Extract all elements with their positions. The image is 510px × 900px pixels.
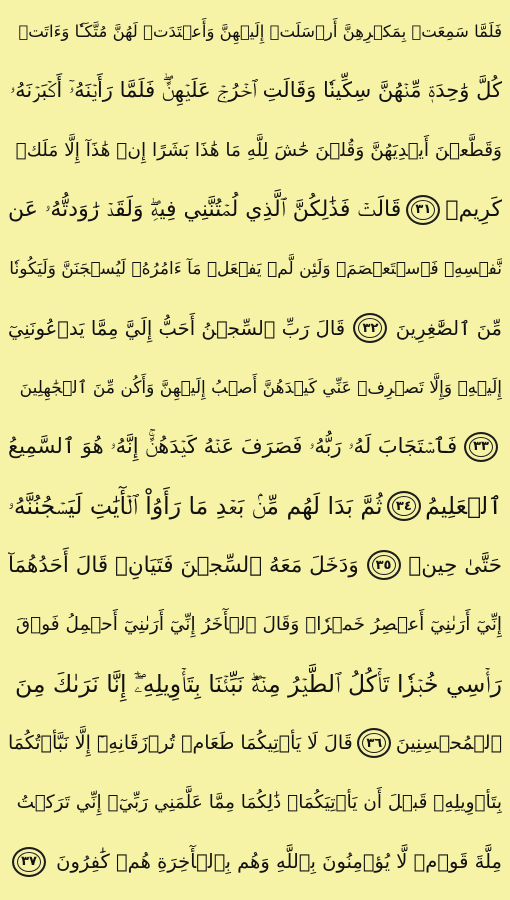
verse-text: نَّفۡسِهِۦ فَٱسۡتَعۡصَمَۖ وَلَئِن لَّمۡ يَفۡعَلۡ مَآ ءَامُرُهُۥ لَيُسۡجَنَنَّ وَلَيَكُونٗا bbox=[9, 258, 502, 279]
verse-text: وَدَخَلَ مَعَهُ ٱلسِّجۡنَ فَتَيَانِۖ قَالَ أَحَدُهُمَآ bbox=[8, 552, 359, 578]
verse-text: كُلَّ وَٰحِدَةٖ مِّنۡهُنَّ سِكِّينٗا وَقَالَتِ ٱخۡرُجۡ عَلَيۡهِنَّۖ فَلَمَّا رَأَيۡنَهُۥٓ أَكۡبَرۡنَهُۥ bbox=[9, 78, 502, 103]
verse-text: وَقَطَّعۡنَ أَيۡدِيَهُنَّ وَقُلۡنَ حَٰشَ لِلَّهِ مَا هَٰذَا بَشَرًا إِنۡ هَٰذَآ إِلَّا مَلَكٞ bbox=[15, 139, 502, 161]
verse-text: إِنِّيٓ أَرَىٰنِيٓ أَعۡصِرُ خَمۡرٗاۖ وَقَالَ ٱلۡأٓخَرُ إِنِّيٓ أَرَىٰنِيٓ أَحۡمِلُ فَوۡقَ bbox=[15, 614, 502, 636]
ayah-number-marker: ٣٤ bbox=[387, 491, 421, 521]
verse-text: ٱلۡعَلِيمُ bbox=[425, 492, 502, 521]
verse-line bbox=[8, 417, 502, 476]
verse-line bbox=[8, 595, 502, 654]
verse-text: إِلَيۡهِۖ وَإِلَّا تَصۡرِفۡ عَنِّي كَيۡدَهُنَّ أَصۡبُ إِلَيۡهِنَّ وَأَكُن مِّنَ ٱلۡجَٰهِلِينَ bbox=[19, 377, 502, 398]
verse-text: بِتَأۡوِيلِهِۦ قَبۡلَ أَن يَأۡتِيَكُمَاۚ ذَٰلِكُمَا مِمَّا عَلَّمَنِي رَبِّيٓۚ إِنِّي تَرَكۡتُ bbox=[16, 792, 502, 813]
verse-text: فَلَمَّا سَمِعَتۡ بِمَكۡرِهِنَّ أَرۡسَلَتۡ إِلَيۡهِنَّ وَأَعۡتَدَتۡ لَهُنَّ مُتَّكَـٔٗا وَءَاتَتۡ bbox=[18, 22, 502, 42]
verse-line bbox=[8, 298, 502, 357]
verse-line bbox=[8, 2, 502, 61]
verse-line bbox=[8, 239, 502, 298]
ayah-number-marker: ٣١ bbox=[406, 195, 440, 225]
ayah-number-marker: ٣٧ bbox=[12, 847, 46, 877]
verse-line bbox=[8, 358, 502, 417]
verse-text: قَالَ لَا يَأۡتِيكُمَا طَعَامٞ تُرۡزَقَانِهِۦٓ إِلَّا نَبَّأۡتُكُمَا bbox=[8, 732, 353, 755]
verse-line bbox=[8, 536, 502, 595]
ayah-number-marker: ٣٥ bbox=[367, 550, 401, 580]
verse-line bbox=[8, 714, 502, 773]
verse-text: قَالَتۡ فَذَٰلِكُنَّ ٱلَّذِي لُمۡتُنَّنِي فِيهِۖ وَلَقَدۡ رَٰوَدتُّهُۥ عَن bbox=[8, 197, 402, 223]
ayah-number-marker: ٣٦ bbox=[357, 728, 391, 758]
verse-line bbox=[8, 654, 502, 713]
verse-text: رَأۡسِي خُبۡزٗا تَأۡكُلُ ٱلطَّيۡرُ مِنۡهُۖ نَبِّئۡنَا بِتَأۡوِيلِهِۦٓۖ إِنَّا نَرَىٰكَ مِنَ bbox=[14, 669, 502, 698]
verse-text: ٱلۡمُحۡسِنِينَ bbox=[395, 732, 502, 755]
verse-line bbox=[8, 476, 502, 535]
verse-line bbox=[8, 61, 502, 120]
verse-line bbox=[8, 121, 502, 180]
verse-text: قَالَ رَبِّ ٱلسِّجۡنُ أَحَبُّ إِلَيَّ مِمَّا يَدۡعُونَنِيٓ bbox=[8, 316, 346, 340]
verse-text: مِلَّةَ قَوۡمٖ لَّا يُؤۡمِنُونَ بِٱللَّهِ وَهُم بِٱلۡأٓخِرَةِ هُمۡ كَٰفِرُونَ bbox=[56, 850, 502, 874]
verse-line bbox=[8, 832, 502, 891]
verse-text: مِّنَ ٱلصَّٰغِرِينَ bbox=[395, 316, 502, 340]
ayah-number-marker: ٣٣ bbox=[464, 432, 498, 462]
verse-line bbox=[8, 180, 502, 239]
verse-text: حَتَّىٰ حِينٖ bbox=[408, 552, 502, 578]
verse-text: كَرِيمٞ bbox=[445, 197, 502, 223]
verse-text: فَٱسۡتَجَابَ لَهُۥ رَبُّهُۥ فَصَرَفَ عَنۡهُ كَيۡدَهُنَّۚ إِنَّهُۥ هُوَ ٱلسَّمِيعُ bbox=[8, 434, 458, 459]
ayah-number-marker: ٣٢ bbox=[353, 313, 387, 343]
verse-line bbox=[8, 773, 502, 832]
verse-text: ثُمَّ بَدَا لَهُم مِّنۢ بَعۡدِ مَا رَأَوُاْ ٱلۡأٓيَٰتِ لَيَسۡجُنُنَّهُۥ bbox=[8, 492, 383, 521]
